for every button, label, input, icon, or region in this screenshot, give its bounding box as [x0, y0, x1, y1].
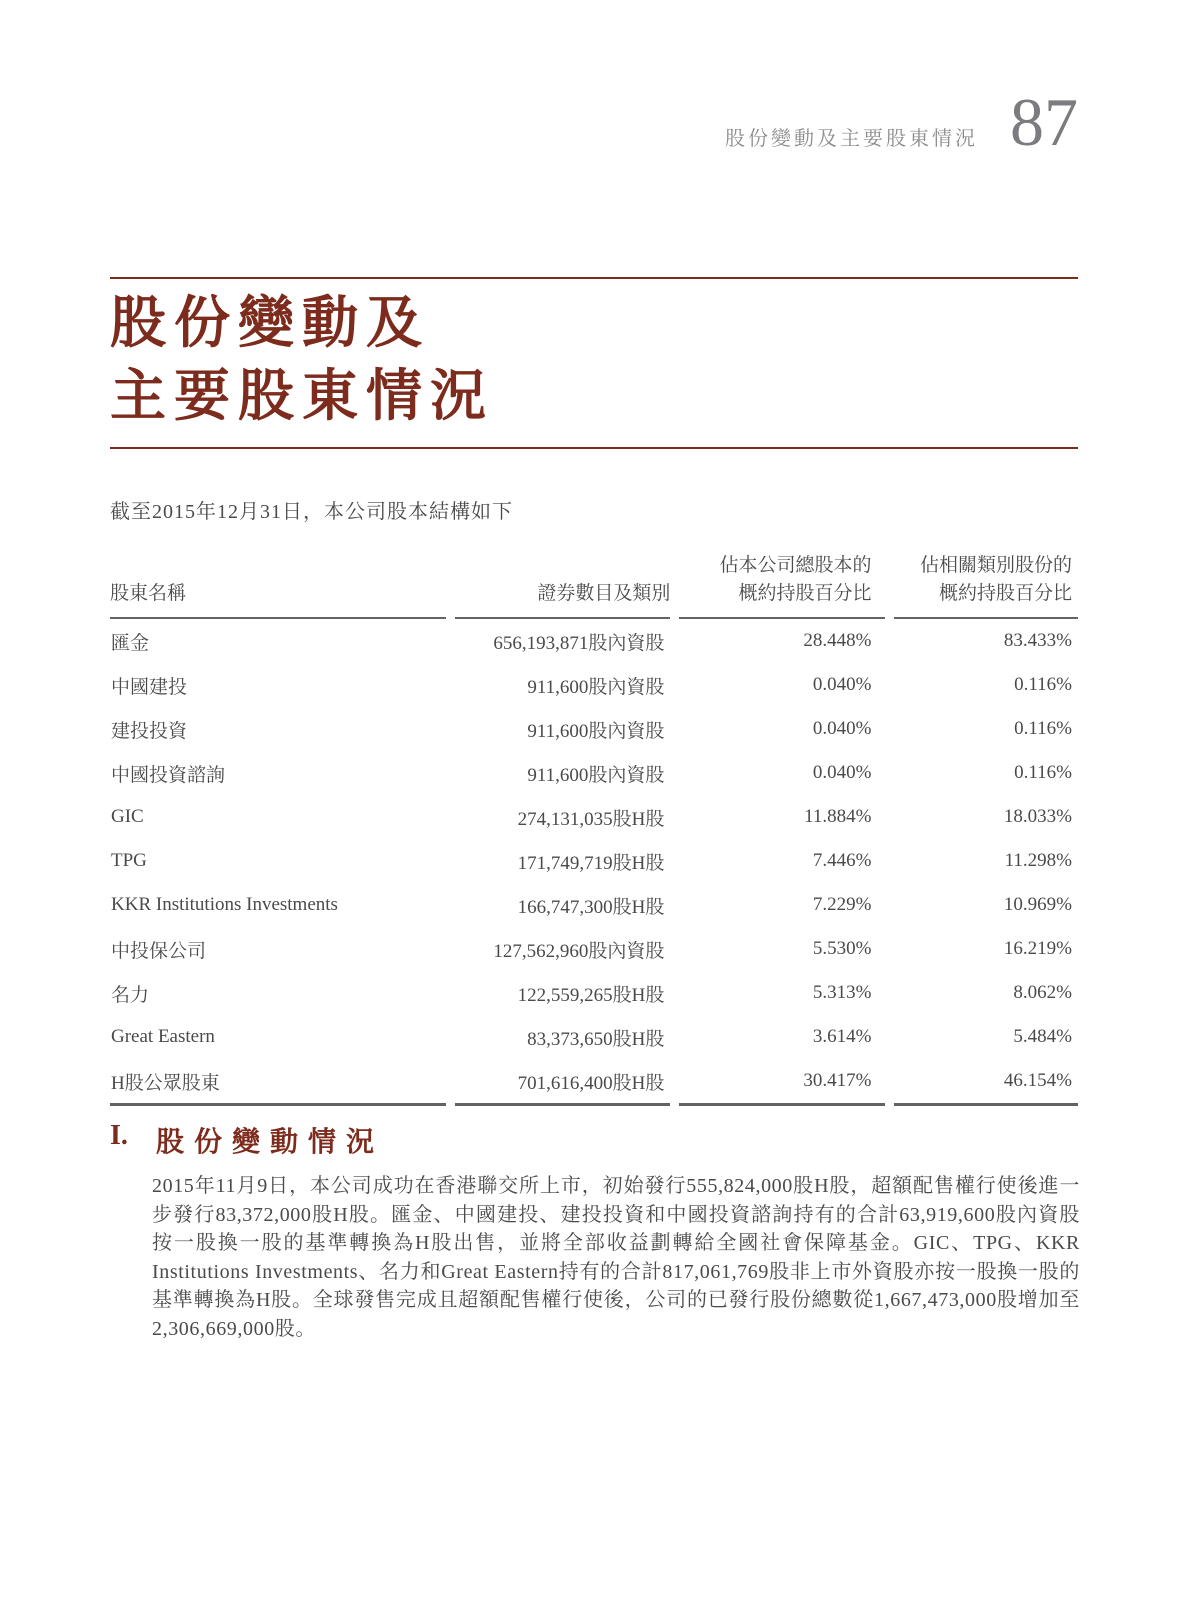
shareholder-name: 中國建投 — [111, 676, 188, 698]
shareholder-name: 中投保公司 — [111, 940, 207, 962]
section-heading — [110, 1120, 384, 1160]
pct-total: 30.417% — [679, 1059, 885, 1106]
table-row — [110, 883, 1078, 927]
securities-count: 656,193,871股內資股 — [493, 632, 665, 654]
column-header-pct-class: 佔相關類別股份的 概約持股百分比 — [894, 552, 1078, 619]
pct-class: 5.484% — [1013, 1026, 1072, 1047]
pct-total: 7.446% — [812, 850, 872, 871]
pct-class: 83.433% — [1003, 630, 1072, 651]
running-section-title: 股份變動及主要股東情況 — [725, 128, 978, 150]
table-row — [110, 971, 1078, 1015]
table-header — [110, 552, 1078, 619]
pct-total: 11.884% — [804, 806, 872, 827]
pct-class: 11.298% — [1004, 850, 1072, 871]
securities-count: 166,747,300股H股 — [517, 896, 665, 918]
securities-count: 911,600股內資股 — [527, 676, 665, 698]
pct-class: 46.154% — [894, 1059, 1078, 1106]
pct-total: 28.448% — [803, 630, 872, 651]
table-row — [110, 751, 1078, 795]
securities-count: 171,749,719股H股 — [517, 852, 665, 874]
share-capital-table — [101, 552, 1087, 1106]
pct-total: 0.040% — [812, 718, 872, 739]
pct-class: 0.116% — [1014, 762, 1072, 783]
pct-total: 7.229% — [812, 894, 872, 915]
pct-total: 5.313% — [812, 982, 872, 1003]
page-number: 87 — [1010, 84, 1078, 160]
column-header-securities: 證券數目及類別 — [455, 552, 671, 619]
section-title: 股份變動情況 — [156, 1127, 385, 1158]
shareholder-name: 建投投資 — [111, 720, 188, 742]
shareholder-name: 中國投資諮詢 — [111, 764, 226, 786]
securities-count: 83,373,650股H股 — [527, 1028, 665, 1050]
shareholder-name: KKR Institutions Investments — [111, 894, 338, 915]
pct-total: 3.614% — [812, 1026, 872, 1047]
securities-count: 911,600股內資股 — [527, 720, 665, 742]
pct-class: 0.116% — [1014, 718, 1072, 739]
securities-count: 274,131,035股H股 — [517, 808, 665, 830]
chapter-title-block — [110, 277, 1078, 449]
pct-class: 10.969% — [1003, 894, 1072, 915]
column-header-shareholder: 股東名稱 — [110, 552, 446, 619]
table-row — [110, 839, 1078, 883]
shareholder-name: 匯金 — [111, 632, 150, 654]
shareholder-name: TPG — [111, 850, 147, 871]
section-body-paragraph: 2015年11月9日，本公司成功在香港聯交所上市，初始發行555,824,000股H股，超額配售權行使後進一步發行83,372,000股H股。匯金、中國建投、建投投資和中國投資諮詢持有的合計63,919,600股內資股按一股換一股的基準轉換為H股出售，並將全部收益劃轉給全國社會保障基金。GIC、TPG、KKR Institutions Investments、名力和Great Eastern持有的合計817,061,769股非上市外資股亦按一股換一股的基準轉換為H股。全球發售完成且超額配售權行使後，公司的已發行股份總數從1,667,473,000股增加至2,306,669,000股。 — [152, 1175, 1080, 1340]
pct-class: 8.062% — [1013, 982, 1072, 1003]
table-row — [110, 1015, 1078, 1059]
table-row — [110, 619, 1078, 663]
pct-total: 0.040% — [812, 674, 872, 695]
pct-total: 5.530% — [812, 938, 872, 959]
running-header — [725, 84, 1078, 160]
chapter-title-line1: 股份變動及 — [110, 293, 430, 355]
table-row — [110, 1059, 1078, 1106]
page-content — [110, 0, 1078, 1615]
table-body — [110, 619, 1078, 1106]
securities-count: 122,559,265股H股 — [517, 984, 665, 1006]
shareholder-name: 名力 — [111, 984, 150, 1006]
pct-class: 18.033% — [1003, 806, 1072, 827]
securities-count: 127,562,960股內資股 — [493, 940, 665, 962]
table-row — [110, 927, 1078, 971]
intro-text: 截至2015年12月31日，本公司股本結構如下 — [110, 501, 513, 523]
securities-count: 911,600股內資股 — [527, 764, 665, 786]
table-row — [110, 795, 1078, 839]
shareholder-name: H股公眾股東 — [110, 1059, 446, 1106]
chapter-title — [110, 288, 1078, 434]
pct-class: 16.219% — [1003, 938, 1072, 959]
shareholder-name: GIC — [111, 806, 144, 827]
pct-class: 0.116% — [1014, 674, 1072, 695]
section-numeral: I. — [110, 1120, 128, 1151]
column-header-pct-total: 佔本公司總股本的 概約持股百分比 — [679, 552, 885, 619]
table-row — [110, 663, 1078, 707]
shareholder-name: Great Eastern — [111, 1026, 215, 1047]
pct-total: 0.040% — [812, 762, 872, 783]
chapter-title-line2: 主要股東情況 — [110, 366, 494, 428]
table-row — [110, 707, 1078, 751]
securities-count: 701,616,400股H股 — [455, 1059, 671, 1106]
